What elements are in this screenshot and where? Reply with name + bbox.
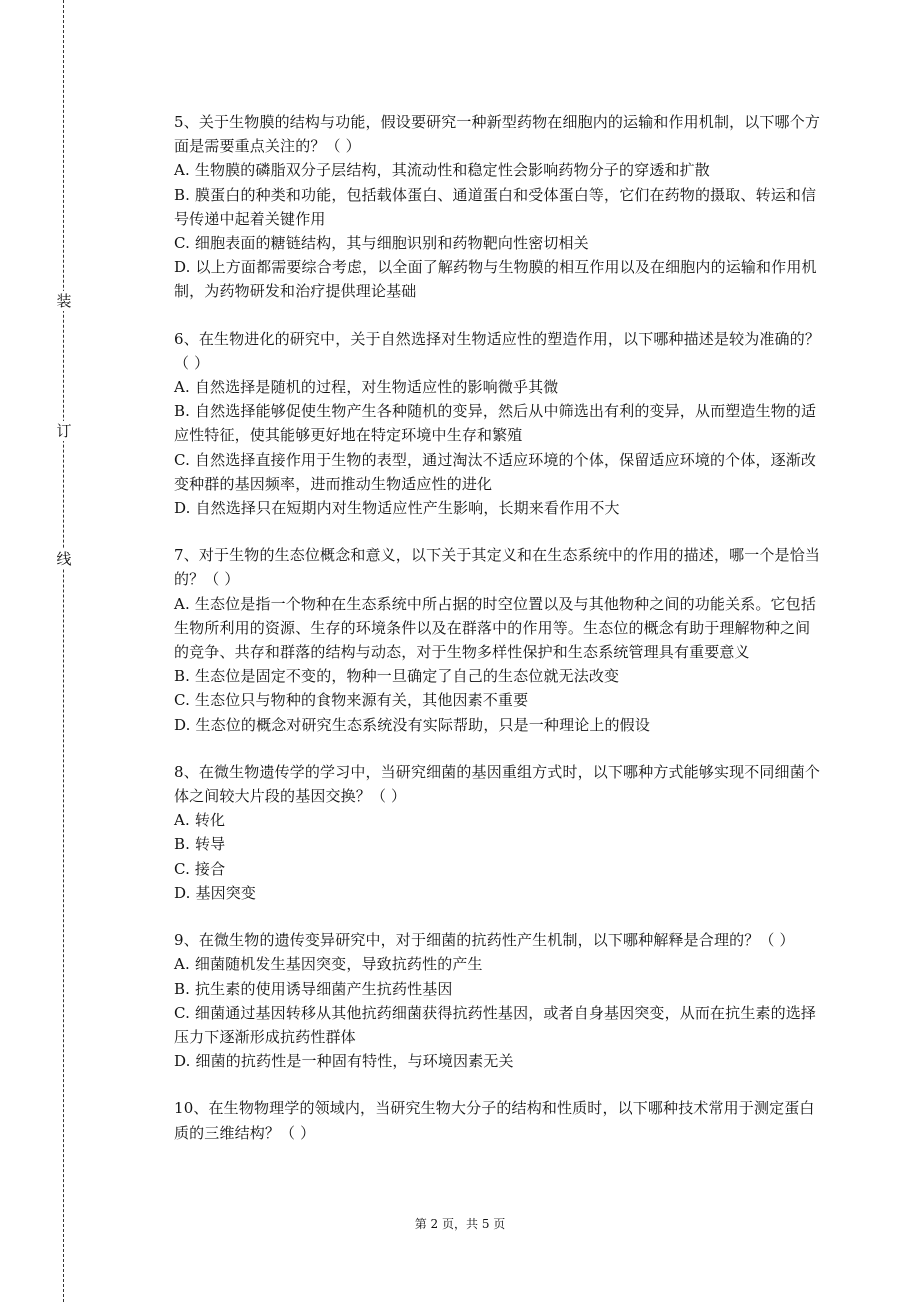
option-c: C. 细胞表面的糖链结构，其与细胞识别和药物靶向性密切相关 <box>174 234 589 253</box>
option-c: C. 细菌通过基因转移从其他抗药细菌获得抗药性基因，或者自身基因突变，从而在抗生素的选择压力下逐渐形成抗药性群体 <box>174 1003 817 1046</box>
option-d: D. 以上方面都需要综合考虑，以全面了解药物与生物膜的相互作用以及在细胞内的运输和作用机制，为药物研发和治疗提供理论基础 <box>174 258 817 301</box>
question-stem: 7、对于生物的生态位概念和意义，以下关于其定义和在生态系统中的作用的描述，哪一个是恰当的？（ ） <box>174 546 820 589</box>
option-b: B. 生态位是固定不变的，物种一旦确定了自己的生态位就无法改变 <box>174 667 620 686</box>
question-7 <box>174 543 822 737</box>
option-d: D. 生态位的概念对研究生态系统没有实际帮助，只是一种理论上的假设 <box>174 715 650 734</box>
question-list <box>174 110 822 1168</box>
question-5 <box>174 110 822 304</box>
question-stem: 9、在微生物的遗传变异研究中，对于细菌的抗药性产生机制，以下哪种解释是合理的？（ ） <box>174 931 795 950</box>
option-c: C. 生态位只与物种的食物来源有关，其他因素不重要 <box>174 691 529 710</box>
option-c: C. 接合 <box>174 859 226 878</box>
option-b: B. 转导 <box>174 835 226 854</box>
question-stem: 6、在生物进化的研究中，关于自然选择对生物适应性的塑造作用，以下哪种描述是较为准确的？（ ） <box>174 329 820 372</box>
option-a: A. 细菌随机发生基因突变，导致抗药性的产生 <box>174 955 483 974</box>
question-10 <box>174 1096 822 1144</box>
option-c: C. 自然选择直接作用于生物的表型，通过淘汰不适应环境的个体，保留适应环境的个体，逐渐改变种群的基因频率，进而推动生物适应性的进化 <box>174 450 817 493</box>
option-b: B. 抗生素的使用诱导细菌产生抗药性基因 <box>174 979 453 998</box>
option-b: B. 自然选择能够促使生物产生各种随机的变异，然后从中筛选出有利的变异，从而塑造生物的适应性特征，使其能够更好地在特定环境中生存和繁殖 <box>174 402 817 445</box>
option-a: A. 生物膜的磷脂双分子层结构，其流动性和稳定性会影响药物分子的穿透和扩散 <box>174 161 710 180</box>
question-9 <box>174 928 822 1073</box>
question-stem: 8、在微生物遗传学的学习中，当研究细菌的基因重组方式时，以下哪种方式能够实现不同细菌个体之间较大片段的基因交换？（ ） <box>174 762 820 806</box>
page-number: 第 2 页，共 5 页 <box>414 1217 506 1231</box>
option-a: A. 转化 <box>174 811 226 830</box>
option-a: A. 自然选择是随机的过程，对生物适应性的影响微乎其微 <box>174 378 559 397</box>
option-d: D. 细菌的抗药性是一种固有特性，与环境因素无关 <box>174 1052 514 1071</box>
option-d: D. 自然选择只在短期内对生物适应性产生影响，长期来看作用不大 <box>174 499 620 518</box>
option-b: B. 膜蛋白的种类和功能，包括载体蛋白、通道蛋白和受体蛋白等，它们在药物的摄取、转运和信号传递中起着关键作用 <box>174 185 817 228</box>
binding-label-ding: 订 <box>56 422 72 440</box>
binding-label-zhuang: 装 <box>56 292 72 310</box>
question-stem: 5、关于生物膜的结构与功能，假设要研究一种新型药物在细胞内的运输和作用机制，以下哪个方面是需要重点关注的？（ ） <box>174 113 820 156</box>
question-stem: 10、在生物物理学的领域内，当研究生物大分子的结构和性质时，以下哪种技术常用于测定蛋白质的三维结构？（ ） <box>174 1099 815 1142</box>
question-6 <box>174 327 822 521</box>
option-d: D. 基因突变 <box>174 883 257 902</box>
binding-label-xian: 线 <box>56 550 72 568</box>
binding-dashed-line <box>63 0 64 1302</box>
option-a: A. 生态位是指一个物种在生态系统中所占据的时空位置以及与其他物种之间的功能关系。它包括生物所利用的资源、生存的环境条件以及在群落中的作用等。生态位的概念有助于理解物种之间的竞争、共存和群落的结构与动态，对于生物多样性保护和生态系统管理具有重要意义 <box>174 594 816 662</box>
question-8 <box>174 760 822 905</box>
